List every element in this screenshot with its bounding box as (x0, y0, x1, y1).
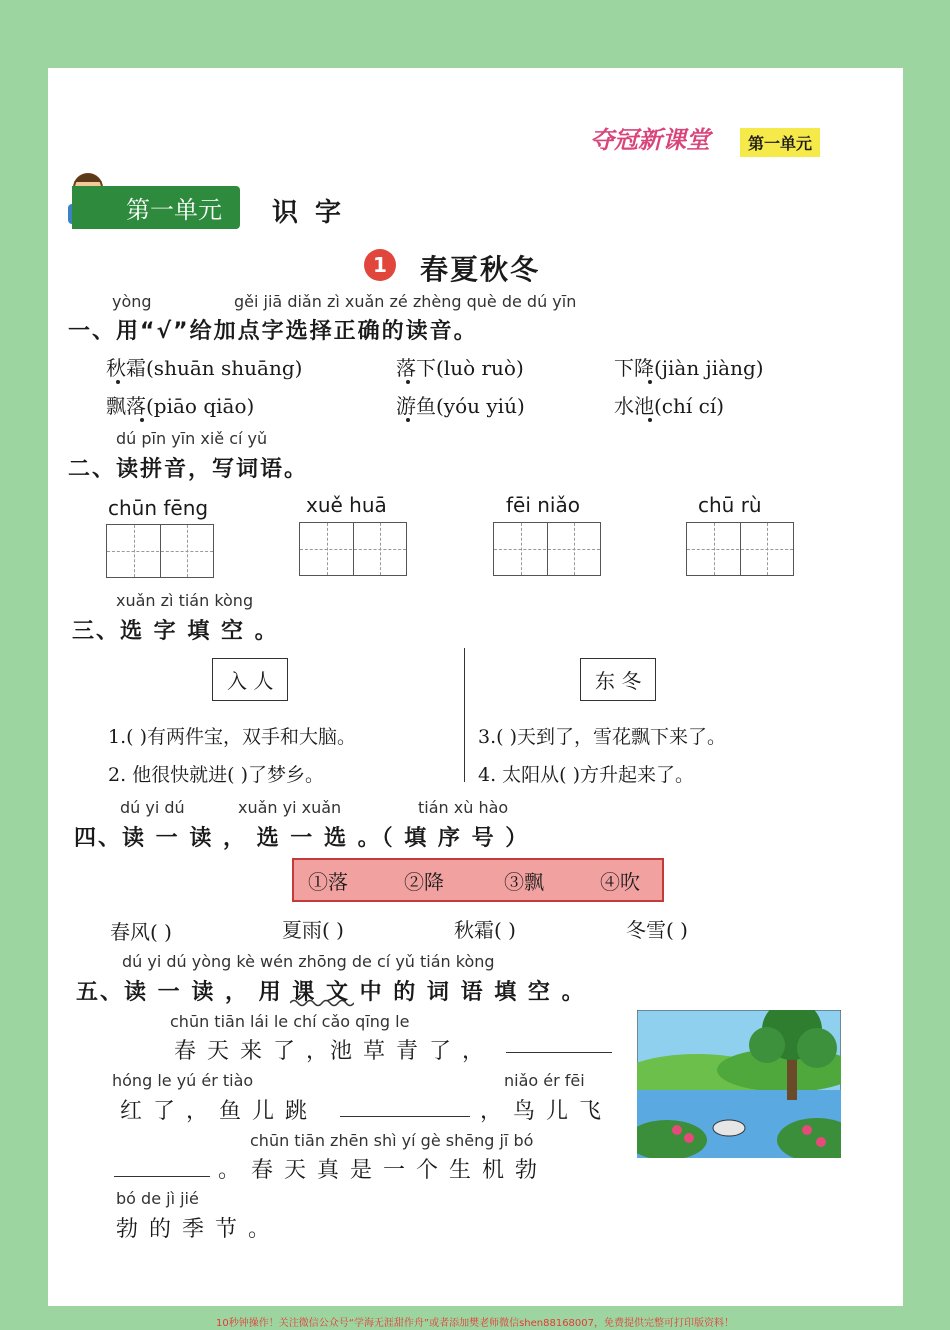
q4-label: 四、读 一 读 ， 选 一 选 。（ 填 序 号 ） (74, 826, 530, 851)
writing-grid[interactable] (299, 522, 407, 576)
emphasis-dot (648, 380, 652, 384)
q3-item-4: 4. 太阳从( )方升起来了。 (478, 764, 695, 786)
writing-grid[interactable] (686, 522, 794, 576)
q1-item-5: 游鱼(yóu yiú) (396, 394, 525, 418)
q4-pinyin-1: dú yi dú (120, 798, 185, 817)
emphasis-dot (140, 418, 144, 422)
q5-line3-text: ， 鸟 儿 飞 (480, 1099, 603, 1124)
q4-item-2: 夏雨( ) (282, 918, 344, 942)
q4-item-4: 冬雪( ) (626, 918, 688, 942)
q3-pinyin: xuǎn zì tián kòng (116, 591, 254, 610)
q4-item-3: 秋霜( ) (454, 918, 516, 942)
q4-option-3: ③飘 (504, 870, 544, 894)
wavy-underline (290, 998, 354, 1008)
q5-pinyin: dú yi dú yòng kè wén zhōng de cí yǔ tián kòng (122, 952, 495, 971)
q5-line1-pinyin: chūn tiān lái le chí cǎo qīng le (170, 1012, 410, 1031)
unit-banner: 第一单元 (72, 186, 240, 229)
q1-label: 一、用“√”给加点字选择正确的读音。 (68, 319, 478, 344)
unit-title: 识 字 (272, 198, 346, 228)
lesson-title: 春夏秋冬 (420, 253, 541, 286)
q5-line4-pinyin: chūn tiān zhēn shì yí gè shēng jī bó (250, 1131, 534, 1150)
q1-pinyin-2: gěi jiā diǎn zì xuǎn zé zhèng què de dú yīn (234, 292, 577, 311)
q4-option-2: ②降 (404, 870, 444, 894)
q5-line5-pinyin: bó de jì jié (116, 1189, 199, 1208)
q5-line5-text: 勃 的 季 节 。 (116, 1217, 272, 1242)
q4-option-4: ④吹 (600, 870, 640, 894)
writing-grid[interactable] (106, 524, 214, 578)
q1-item-4: 飘落(piāo qiāo) (106, 394, 255, 418)
q5-line2-text: 红 了 ， 鱼 儿 跳 (120, 1099, 309, 1124)
q2-label: 二、读拼音，写词语。 (68, 457, 309, 482)
unit-strip: 第一单元 (740, 128, 820, 157)
q3-item-1: 1.( )有两件宝，双手和大脑。 (108, 726, 356, 748)
q4-option-1: ①落 (308, 870, 348, 894)
q4-item-1: 春风( ) (110, 920, 172, 944)
q5-label: 五、读 一 读 ， 用 课 文 中 的 词 语 填 空 。 (76, 980, 586, 1005)
q1-item-2: 落下(luò ruò) (396, 356, 524, 380)
q2-word-4: chū rù (698, 493, 762, 517)
q3-choice-box-right: 东 冬 (580, 658, 656, 701)
q5-line4-text: 。 春 天 真 是 一 个 生 机 勃 (218, 1158, 539, 1183)
q5-line3-pinyin: niǎo ér fēi (504, 1071, 585, 1090)
answer-blank[interactable] (340, 1116, 470, 1117)
emphasis-dot (406, 380, 410, 384)
q2-word-2: xuě huā (306, 493, 387, 517)
q2-word-3: fēi niǎo (506, 493, 580, 517)
emphasis-dot (406, 418, 410, 422)
q1-item-1: 秋霜(shuān shuāng) (106, 356, 303, 380)
spring-pond-illustration (637, 1010, 841, 1158)
footer-note: 10秒钟操作！关注微信公众号“学海无涯甜作舟”或者添加樊老师微信shen88168007，免费提供完整可打印版资料！ (215, 1318, 735, 1329)
emphasis-dot (648, 418, 652, 422)
column-divider (464, 648, 465, 782)
lesson-number: 1 (364, 249, 396, 281)
q2-pinyin: dú pīn yīn xiě cí yǔ (116, 429, 268, 448)
q5-line2-pinyin: hóng le yú ér tiào (112, 1071, 254, 1090)
q3-choice-box-left: 入 人 (212, 658, 288, 701)
q2-word-1: chūn fēng (108, 496, 209, 520)
answer-blank[interactable] (506, 1052, 612, 1053)
q4-pinyin-3: tián xù hào (418, 798, 509, 817)
q3-label: 三、选 字 填 空 。 (72, 619, 279, 644)
answer-blank[interactable] (114, 1176, 210, 1177)
emphasis-dot (116, 380, 120, 384)
q3-item-3: 3.( )天到了，雪花飘下来了。 (478, 726, 726, 748)
q1-item-3: 下降(jiàn jiàng) (614, 356, 764, 380)
q1-item-6: 水池(chí cí) (614, 394, 725, 418)
q4-pinyin-2: xuǎn yi xuǎn (238, 798, 342, 817)
brand-logo: 夺冠新课堂 (590, 126, 710, 154)
q5-line1-text: 春 天 来 了 ，池 草 青 了 ， (174, 1039, 486, 1064)
q3-item-2: 2. 他很快就进( )了梦乡。 (108, 764, 325, 786)
q1-pinyin-1: yòng (112, 292, 152, 311)
writing-grid[interactable] (493, 522, 601, 576)
